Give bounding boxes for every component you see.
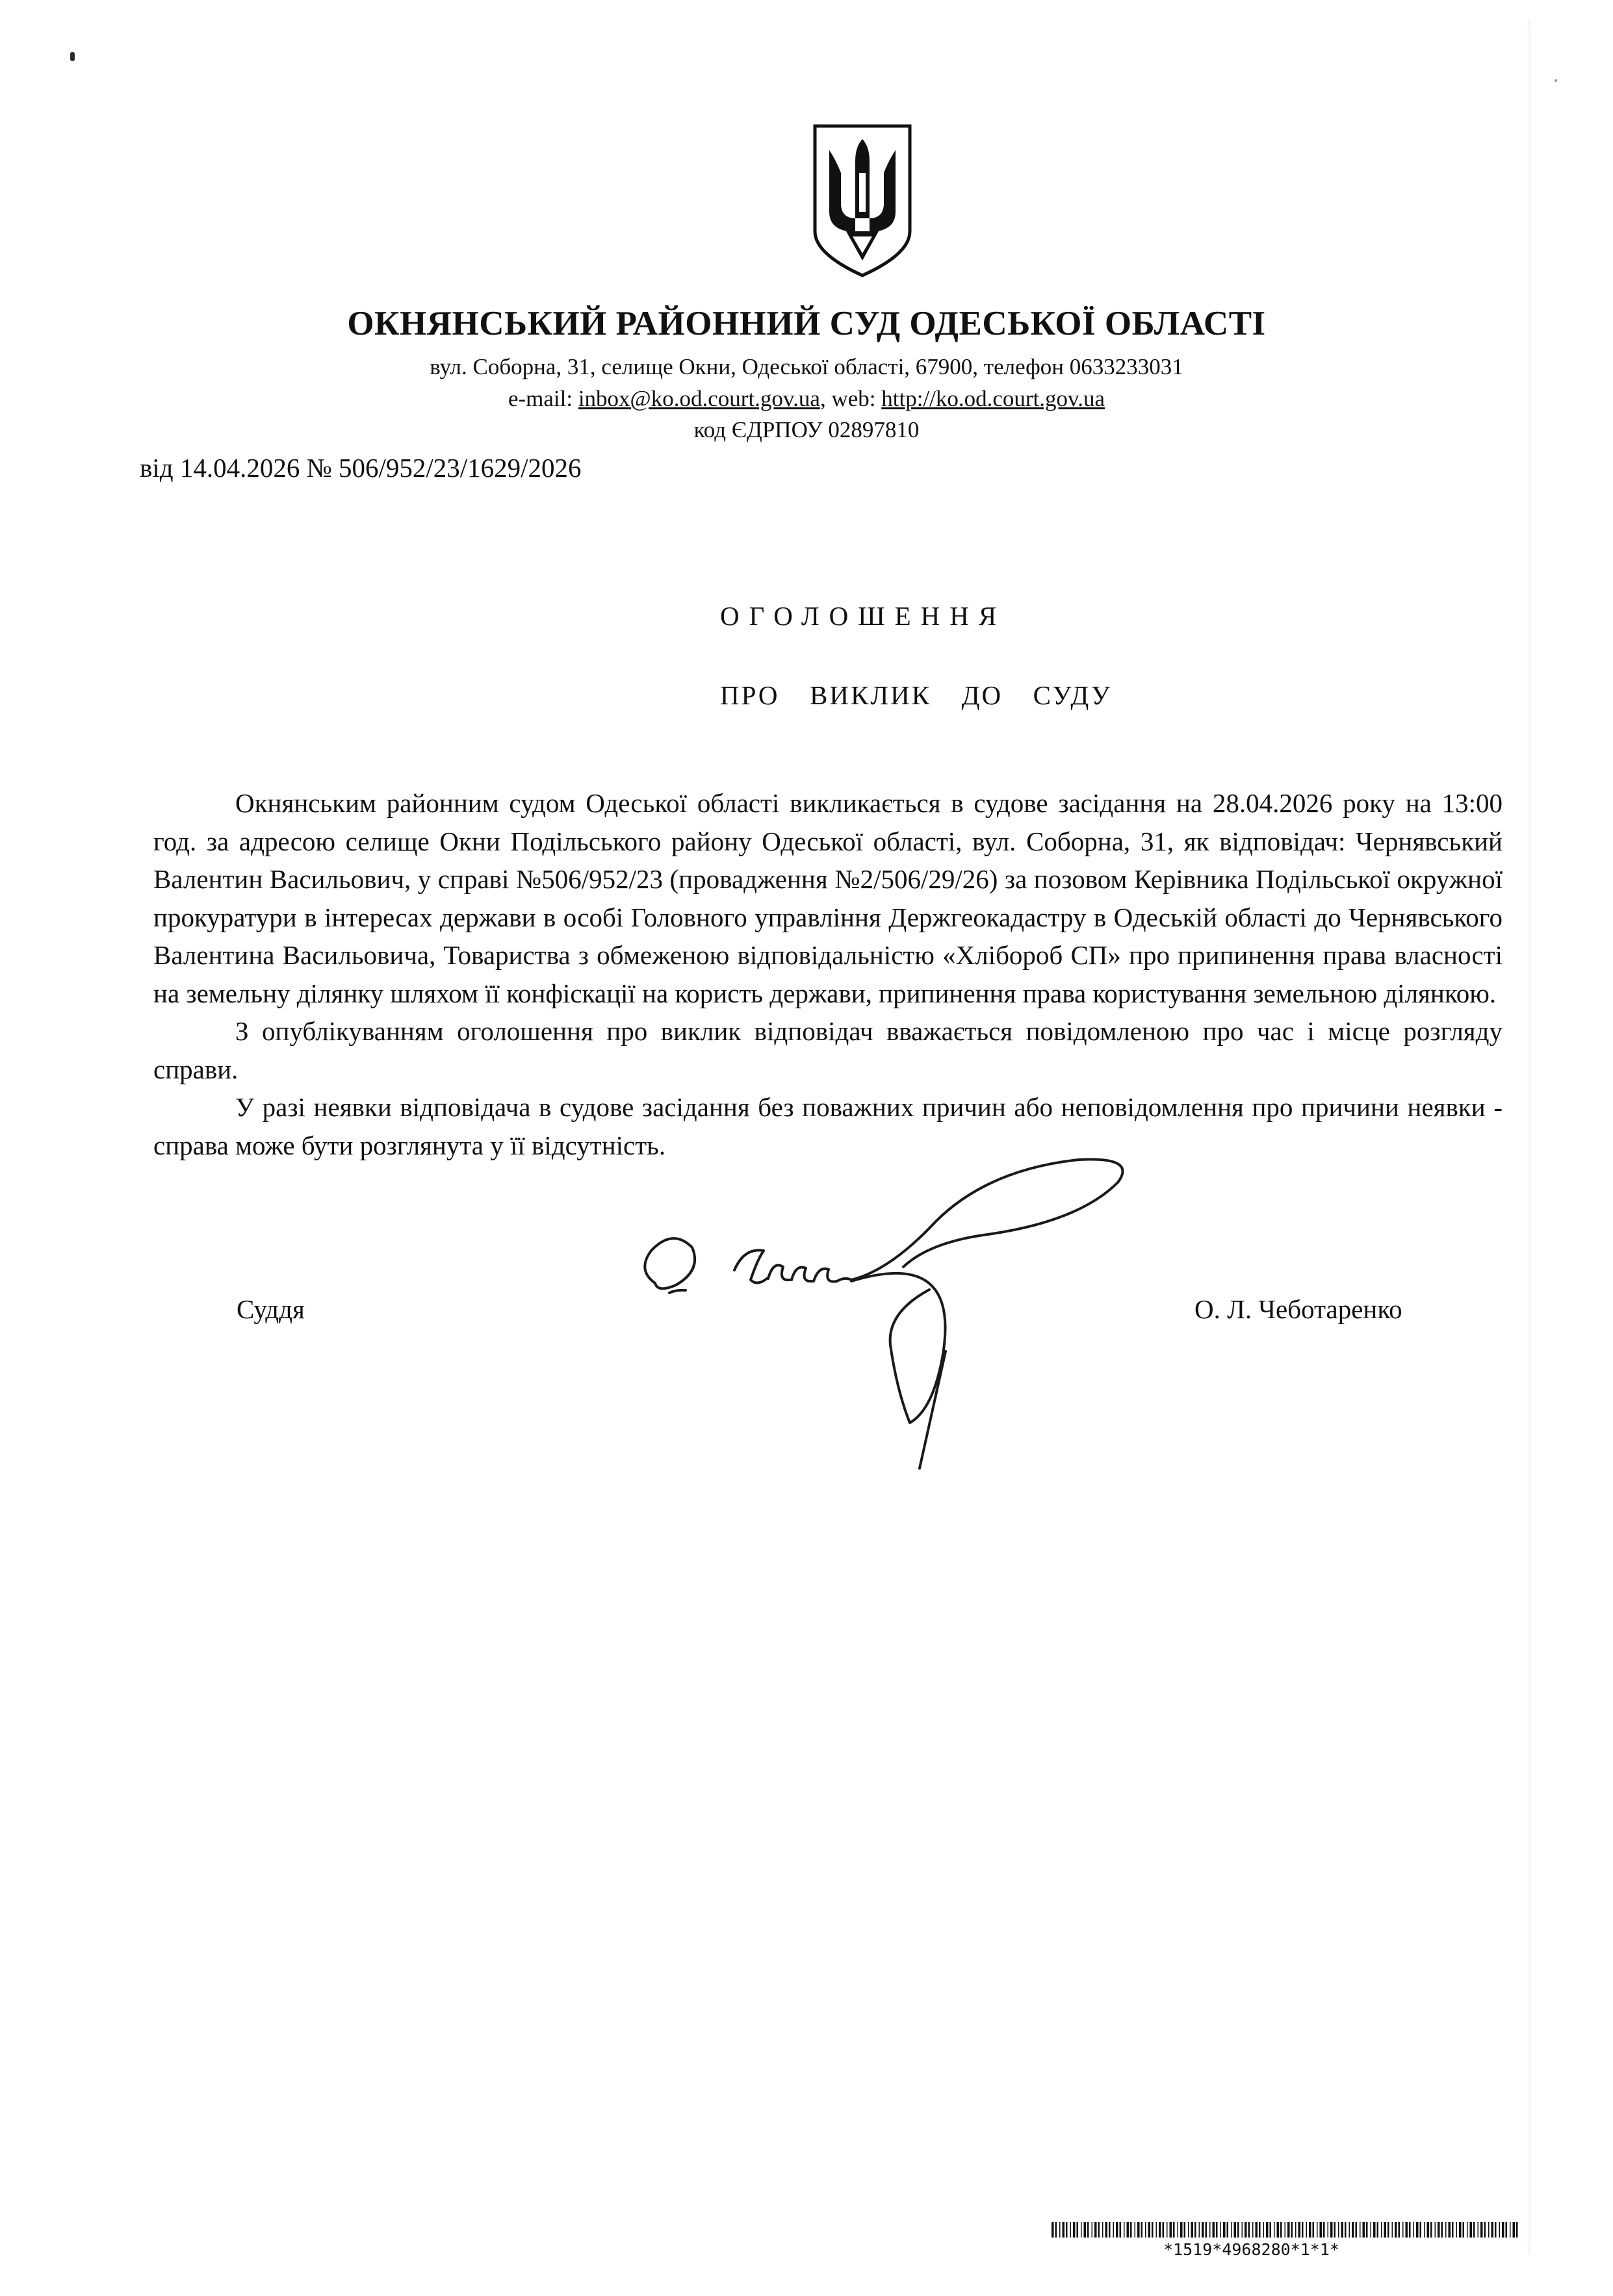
barcode-bar	[1159, 2222, 1161, 2238]
barcode-bar	[1463, 2222, 1465, 2238]
barcode-bar	[1510, 2222, 1511, 2238]
barcode-bar	[1102, 2222, 1103, 2238]
barcode-bar	[1148, 2222, 1151, 2238]
barcode-bar	[1135, 2222, 1136, 2238]
barcode-bar	[1427, 2222, 1430, 2238]
barcode-bar	[1506, 2222, 1508, 2238]
barcode-bar	[1360, 2222, 1361, 2238]
barcode-bar	[1306, 2222, 1308, 2238]
barcode-bar	[1313, 2222, 1315, 2238]
notice-title: ОГОЛОШЕННЯ	[720, 601, 1007, 631]
barcode-bar	[1120, 2222, 1122, 2238]
notice-subtitle: ПРО ВИКЛИК ДО СУДУ	[720, 680, 1112, 710]
web-link[interactable]: http://ko.od.court.gov.ua	[881, 386, 1105, 411]
barcode-bar	[1094, 2222, 1097, 2238]
barcode-bar	[1309, 2222, 1311, 2238]
barcode-bar	[1231, 2222, 1232, 2238]
handwritten-signature	[624, 1130, 1196, 1481]
barcode-bar	[1145, 2222, 1146, 2238]
body-paragraph-2: З опублікуванням оголошення про виклик відповідач вважається повідомленою про час і місце розгляду справи.	[153, 1016, 1503, 1084]
barcode-bar	[1285, 2222, 1286, 2238]
barcode-bar	[1137, 2222, 1140, 2238]
barcode-bar	[1356, 2222, 1358, 2238]
barcode-bar	[1084, 2222, 1087, 2238]
barcode-bar	[1242, 2222, 1243, 2238]
barcode-bar	[1291, 2222, 1293, 2238]
barcode-bar	[1456, 2222, 1458, 2238]
barcode-bar	[1223, 2222, 1226, 2238]
barcode-bar	[1070, 2222, 1072, 2238]
notice-body	[153, 784, 1503, 1164]
barcode-bar	[1124, 2222, 1125, 2238]
barcode-bar	[1491, 2222, 1494, 2238]
barcode-bar	[1445, 2222, 1447, 2238]
barcode-bar	[1345, 2222, 1347, 2238]
barcode-bar	[1266, 2222, 1269, 2238]
barcode-bar	[1274, 2222, 1275, 2238]
barcode-bar	[1194, 2222, 1196, 2238]
barcode-bar	[1081, 2222, 1082, 2238]
barcode-bar	[1216, 2222, 1218, 2238]
barcode-bar	[1377, 2222, 1379, 2238]
barcode-bar	[1116, 2222, 1118, 2238]
barcode-bar	[1330, 2222, 1333, 2238]
barcode-number: *1519*4968280*1*1*	[1163, 2240, 1339, 2259]
barcode-bar	[1328, 2222, 1329, 2238]
email-label: e-mail:	[508, 386, 578, 411]
barcode-bar	[1334, 2222, 1336, 2238]
barcode-bar	[1399, 2222, 1400, 2238]
barcode-bar	[1484, 2222, 1486, 2238]
barcode-bar	[1424, 2222, 1425, 2238]
barcode-bar	[1384, 2222, 1387, 2238]
barcode-bar	[1495, 2222, 1497, 2238]
barcode-bar	[1366, 2222, 1368, 2238]
judge-name: О. Л. Чеботаренко	[1194, 1294, 1402, 1324]
barcode-bar	[1178, 2222, 1179, 2238]
barcode-bar	[1163, 2222, 1165, 2238]
barcode-bar	[1502, 2222, 1504, 2238]
barcode-bar	[1256, 2222, 1258, 2238]
barcode-bar	[1363, 2222, 1365, 2238]
court-name: ОКНЯНСЬКИЙ РАЙОННИЙ СУД ОДЕСЬКОЇ ОБЛАСТІ	[347, 305, 1266, 342]
barcode-bar	[1287, 2222, 1290, 2238]
barcode-bar	[1441, 2222, 1443, 2238]
email-link[interactable]: inbox@ko.od.court.gov.ua	[578, 386, 820, 411]
barcode-bar	[1488, 2222, 1490, 2238]
barcode-bar	[1435, 2222, 1436, 2238]
barcode-bar	[1234, 2222, 1237, 2238]
barcode-bar	[1220, 2222, 1222, 2238]
barcode-bar	[1320, 2222, 1323, 2238]
barcode-bar	[1373, 2222, 1376, 2238]
barcode-bar	[1516, 2222, 1518, 2238]
barcode-bar	[1248, 2222, 1250, 2238]
court-edrpou: код ЄДРПОУ 02897810	[693, 417, 920, 442]
barcode-bar	[1478, 2222, 1479, 2238]
trident-coat-of-arms-icon	[810, 121, 915, 279]
barcode-bar	[1152, 2222, 1154, 2238]
barcode-bar	[1245, 2222, 1247, 2238]
barcode-bar	[1467, 2222, 1468, 2238]
barcode-bar	[1167, 2222, 1168, 2238]
barcode-bar	[1092, 2222, 1093, 2238]
barcode-bar	[1317, 2222, 1318, 2238]
barcode-bar	[1170, 2222, 1172, 2238]
barcode-bar	[1387, 2222, 1389, 2238]
court-contacts	[0, 386, 1613, 412]
barcode-bar	[1459, 2222, 1462, 2238]
body-paragraph-1: Окнянським районним судом Одеської області викликається в судове засідання на 28.04.2026 року на 13:00 год. за адресою селище Окни Подільського району Одеської області, вул. Соборна, 31, як відповідач: Чернявський Валентин Васильович, у справі №506/952/23 (провадження №2/506/29/26) за позовом Керівника Подільської окружної прокуратури в інтересах держави в особі Головного управління Держгеокадастру в Одеській області до Чернявського Валентина Васильовича, Товариства з обмеженою відповідальністю «Хлібороб СП» про припинення права власності на земельну ділянку шляхом її конфіскації на користь держави, припинення права користування земельною ділянкою.	[153, 788, 1503, 1008]
document-reference: від 14.04.2026 № 506/952/23/1629/2026	[140, 453, 582, 483]
barcode-bar	[1352, 2222, 1354, 2238]
barcode-bar	[1452, 2222, 1454, 2238]
barcode-bar	[1113, 2222, 1115, 2238]
barcode-bar	[1513, 2222, 1516, 2238]
scan-mark	[70, 52, 75, 61]
barcode-bar	[1402, 2222, 1404, 2238]
barcode-bar	[1302, 2222, 1304, 2238]
barcode-bar	[1416, 2222, 1419, 2238]
barcode-bar	[1420, 2222, 1422, 2238]
barcode-bar	[1141, 2222, 1143, 2238]
barcode-bar	[1105, 2222, 1108, 2238]
barcode-bar	[1052, 2222, 1054, 2238]
barcode-bar	[1371, 2222, 1372, 2238]
barcode-bar	[1470, 2222, 1473, 2238]
barcode-bar	[1237, 2222, 1239, 2238]
barcode-bar	[1188, 2222, 1189, 2238]
barcode-bar	[1406, 2222, 1408, 2238]
barcode-bar	[1063, 2222, 1065, 2238]
barcode-bar	[1098, 2222, 1100, 2238]
barcode-bar	[1055, 2222, 1057, 2238]
barcode-bar	[1259, 2222, 1261, 2238]
barcode-bar	[1130, 2222, 1132, 2238]
barcode-bar	[1295, 2222, 1297, 2238]
barcode-bar	[1127, 2222, 1129, 2238]
barcode-bar	[1184, 2222, 1186, 2238]
barcode-bar	[1180, 2222, 1183, 2238]
barcode-bar	[1066, 2222, 1068, 2238]
barcode-bar	[1298, 2222, 1301, 2238]
scan-dot	[1555, 79, 1557, 82]
barcode-bar	[1252, 2222, 1254, 2238]
barcode-bar	[1341, 2222, 1344, 2238]
barcode-bar	[1323, 2222, 1325, 2238]
barcode-bar	[1499, 2222, 1501, 2238]
web-label: , web:	[819, 386, 882, 411]
barcode-bar	[1392, 2222, 1393, 2238]
barcode-bar	[1480, 2222, 1483, 2238]
barcode-bar	[1409, 2222, 1411, 2238]
barcode-bar	[1381, 2222, 1382, 2238]
barcode-bar	[1227, 2222, 1229, 2238]
barcode-bar	[1263, 2222, 1265, 2238]
body-paragraph-3: У разі неявки відповідача в судове засідання без поважних причин або неповідомлення про причини неявки - справа може бути розглянута у її відсутність.	[153, 1092, 1503, 1160]
barcode-bar	[1395, 2222, 1397, 2238]
barcode-bar	[1202, 2222, 1204, 2238]
barcode-bar	[1270, 2222, 1272, 2238]
barcode-bar	[1206, 2222, 1207, 2238]
barcode-bar	[1199, 2222, 1200, 2238]
barcode-bar	[1109, 2222, 1111, 2238]
barcode-bar	[1449, 2222, 1451, 2238]
barcode-bar	[1077, 2222, 1079, 2238]
barcode-bar	[1280, 2222, 1282, 2238]
barcode-bar	[1338, 2222, 1339, 2238]
court-address: вул. Соборна, 31, селище Окни, Одеської області, 67900, телефон 0633233031	[430, 354, 1183, 379]
barcode-bar	[1438, 2222, 1440, 2238]
barcode-bar	[1413, 2222, 1415, 2238]
barcode-bar	[1191, 2222, 1194, 2238]
barcode-bar	[1213, 2222, 1215, 2238]
barcode-bar	[1073, 2222, 1076, 2238]
barcode-bar	[1156, 2222, 1157, 2238]
barcode-bar	[1173, 2222, 1175, 2238]
barcode-bar	[1430, 2222, 1432, 2238]
barcode-bar	[1473, 2222, 1475, 2238]
barcode-bar	[1087, 2222, 1089, 2238]
judge-role: Суддя	[237, 1294, 305, 1324]
barcode-bar	[1209, 2222, 1211, 2238]
barcode-bar	[1349, 2222, 1350, 2238]
barcode-bar	[1277, 2222, 1280, 2238]
document-barcode	[1052, 2222, 1518, 2238]
barcode-bar	[1059, 2222, 1061, 2238]
